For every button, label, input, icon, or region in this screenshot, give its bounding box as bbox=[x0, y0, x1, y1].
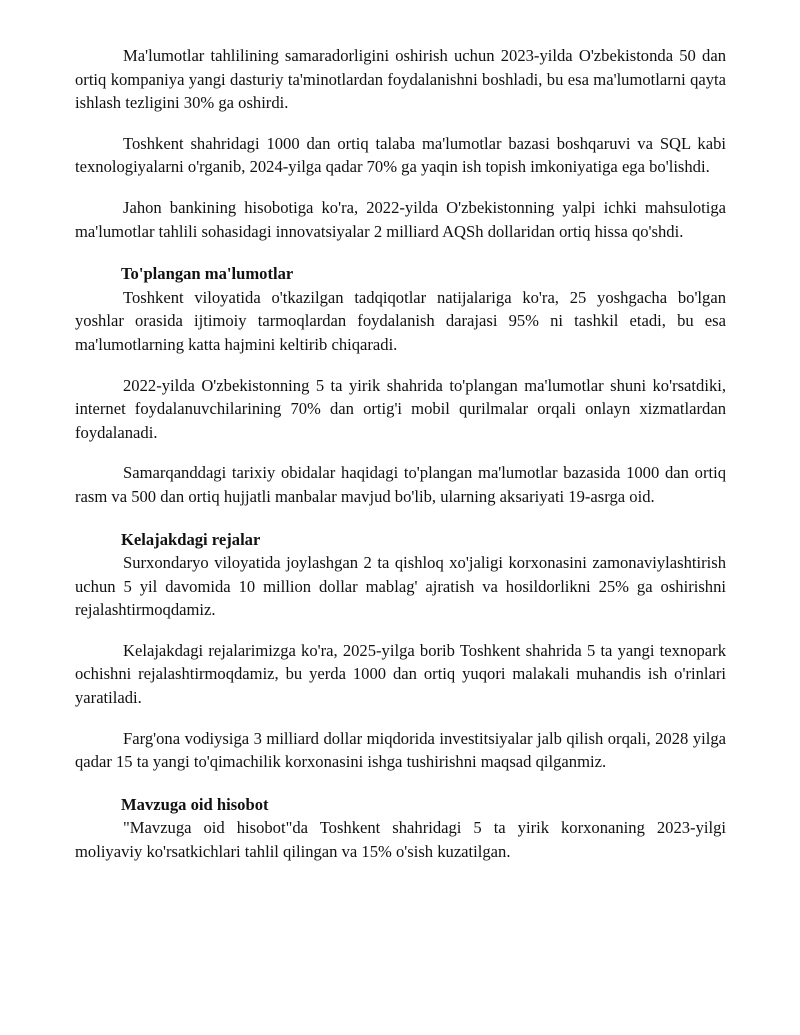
intro-paragraph-1: Ma'lumotlar tahlilining samaradorligini oshirish uchun 2023-yilda O'zbekistonda 50 dan ortiq kompaniya yangi dasturiy ta'minotlardan foydalanishni boshladi, bu esa ma'lumotlarni qayta ishlash tezligini 30% ga oshirdi. bbox=[75, 46, 726, 113]
collected-data-paragraph-1: Toshkent viloyatida o'tkazilgan tadqiqotlar natijalariga ko'ra, 25 yoshgacha bo'lgan yoshlar orasida ijtimoiy tarmoqlardan foydalanish darajasi 95% ni tashkil etadi, bu esa ma'lumotlarning katta hajmini keltirib chiqaradi. bbox=[75, 287, 726, 354]
section-heading-future-plans: Kelajakdagi rejalar bbox=[121, 529, 261, 549]
collected-data-paragraph-2: 2022-yilda O'zbekistonning 5 ta yirik shahrida to'plangan ma'lumotlar shuni ko'rsatdiki, internet foydalanuvchilarining 70% dan ortig'i mobil qurilmalar orqali onlayn xizmatlardan foydalanadi. bbox=[75, 375, 726, 442]
section-heading-topic-report: Mavzuga oid hisobot bbox=[121, 794, 269, 814]
collected-data-paragraph-3: Samarqanddagi tarixiy obidalar haqidagi to'plangan ma'lumotlar bazasida 1000 dan ortiq rasm va 500 dan ortiq hujjatli manbalar mavjud bo'lib, ularning aksariyati 19-asrga oid. bbox=[75, 463, 726, 506]
topic-report-paragraph-1: "Mavzuga oid hisobot"da Toshkent shahridagi 5 ta yirik korxonaning 2023-yilgi moliyaviy ko'rsatkichlari tahlil qilingan va 15% o'sish kuzatilgan. bbox=[75, 818, 726, 862]
intro-paragraph-2: Toshkent shahridagi 1000 dan ortiq talaba ma'lumotlar bazasi boshqaruvi va SQL kabi texnologiyalarni o'rganib, 2024-yilga qadar 70% ga yaqin ish topish imkoniyatiga ega bo'lishdi. bbox=[75, 133, 726, 177]
future-plans-paragraph-2: Kelajakdagi rejalarimizga ko'ra, 2025-yilga borib Toshkent shahrida 5 ta yangi texnopark ochishni rejalashtirmoqdamiz, bu yerda 1000 dan ortiq yuqori malakali muhandis ish o'rinlari yaratiladi. bbox=[75, 640, 726, 708]
intro-paragraph-3: Jahon bankining hisobotiga ko'ra, 2022-yilda O'zbekistonning yalpi ichki mahsulotiga ma'lumotlar tahlili sohasidagi innovatsiyalar 2 milliard AQSh dollaridan ortiq hissa qo'shdi. bbox=[75, 197, 726, 241]
future-plans-paragraph-1: Surxondaryo viloyatida joylashgan 2 ta qishloq xo'jaligi korxonasini zamonaviylashtirish uchun 5 yil davomida 10 million dollar mablag' ajratish va hosildorlikni 25% ga oshirishni rejalashtirmoqdamiz. bbox=[75, 553, 726, 620]
future-plans-paragraph-3: Farg'ona vodiysiga 3 milliard dollar miqdorida investitsiyalar jalb qilish orqali, 2028 yilga qadar 15 ta yangi to'qimachilik korxonasini ishga tushirishni maqsad qilganmiz. bbox=[75, 728, 726, 772]
section-heading-collected-data: To'plangan ma'lumotlar bbox=[121, 264, 294, 284]
document-page bbox=[75, 44, 726, 864]
